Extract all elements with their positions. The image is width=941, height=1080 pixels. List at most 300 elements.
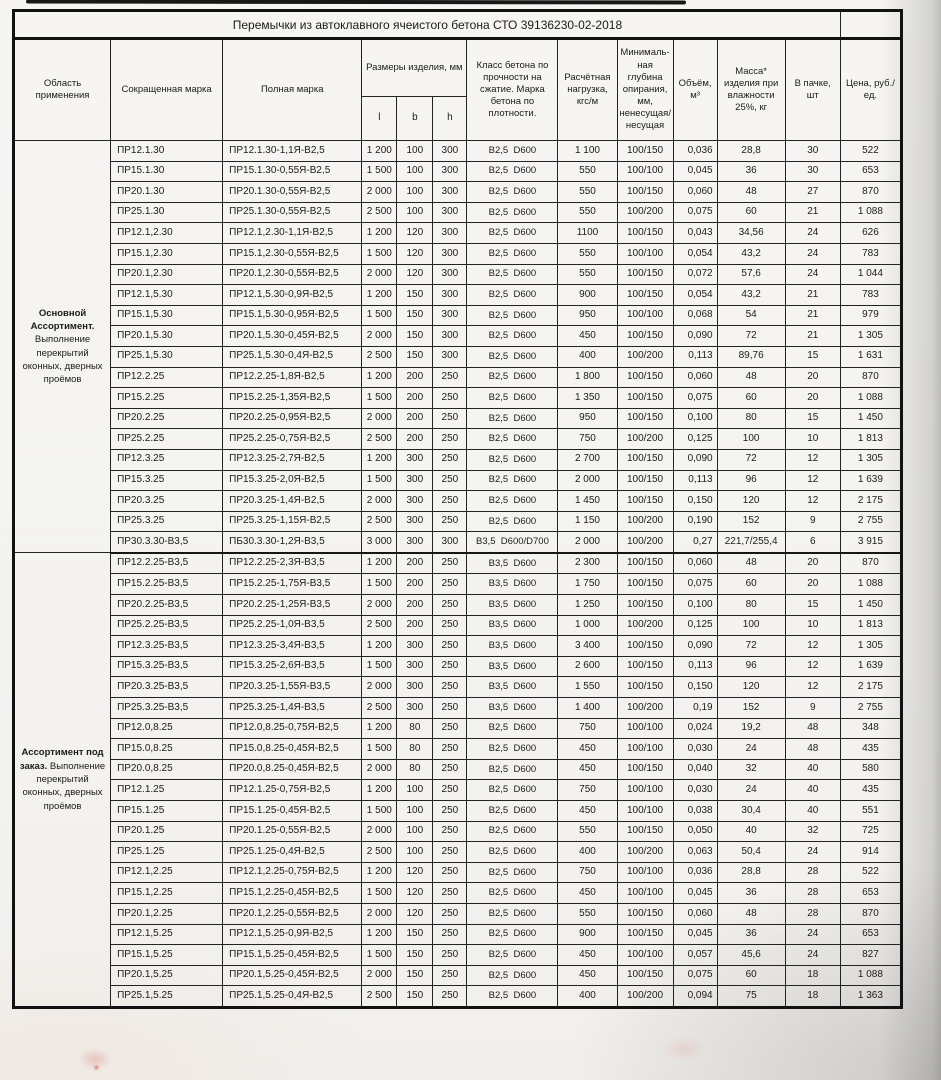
cell-price: 1 305	[840, 326, 901, 347]
cell-price: 2 175	[840, 677, 901, 698]
cell-short-mark: ПР15.3.25-В3,5	[111, 656, 223, 677]
cell-dim-b: 80	[397, 759, 433, 780]
cell-dim-l: 2 000	[362, 903, 397, 924]
cell-concrete-class: В2,5 D600	[467, 429, 558, 450]
cell-full-mark: ПР15.1.25-0,45Я-В2,5	[223, 801, 362, 822]
cell-pack-qty: 24	[785, 243, 840, 264]
cell-dim-l: 1 200	[362, 718, 397, 739]
cell-dim-b: 120	[397, 883, 433, 904]
cell-short-mark: ПР20.1.25	[111, 821, 223, 842]
cell-dim-b: 100	[397, 161, 433, 182]
col-header-dim-l: l	[362, 97, 397, 141]
cell-pack-qty: 24	[785, 264, 840, 285]
cell-short-mark: ПР20.2.25-В3,5	[111, 595, 223, 616]
cell-design-load: 1 450	[558, 491, 617, 512]
table-row	[14, 656, 902, 677]
cell-dim-b: 120	[397, 264, 433, 285]
cell-volume: 0,038	[673, 801, 717, 822]
cell-dim-h: 300	[433, 182, 467, 203]
cell-design-load: 2 700	[558, 449, 617, 470]
cell-dim-h: 300	[433, 243, 467, 264]
col-header-dim-b: b	[397, 97, 433, 141]
table-row	[14, 615, 902, 636]
cell-full-mark: ПР25.2.25-0,75Я-В2,5	[223, 429, 362, 450]
cell-support-depth: 100/200	[617, 698, 673, 719]
cell-support-depth: 100/200	[617, 202, 673, 223]
cell-design-load: 2 000	[558, 470, 617, 491]
cell-design-load: 1 350	[558, 388, 617, 409]
cell-pack-qty: 30	[785, 141, 840, 162]
cell-volume: 0,125	[673, 615, 717, 636]
header-row	[14, 39, 902, 97]
cell-dim-b: 150	[397, 346, 433, 367]
cell-dim-l: 2 000	[362, 408, 397, 429]
cell-support-depth: 100/150	[617, 656, 673, 677]
cell-price: 1 450	[840, 408, 901, 429]
cell-short-mark: ПР12.1,2.25	[111, 862, 223, 883]
cell-price: 2 755	[840, 698, 901, 719]
cell-support-depth: 100/200	[617, 842, 673, 863]
cell-dim-b: 200	[397, 574, 433, 595]
cell-volume: 0,090	[673, 449, 717, 470]
cell-dim-b: 100	[397, 780, 433, 801]
cell-full-mark: ПР25.1.30-0,55Я-В2,5	[223, 202, 362, 223]
col-header-support-depth: Минималь-ная глубина опирания, мм, ненесущая/ несущая	[617, 39, 673, 141]
cell-dim-h: 300	[433, 161, 467, 182]
cell-pack-qty: 18	[785, 965, 840, 986]
cell-mass: 80	[717, 595, 785, 616]
scan-smudge	[78, 1048, 112, 1070]
cell-dim-h: 250	[433, 636, 467, 657]
cell-pack-qty: 10	[785, 615, 840, 636]
cell-dim-l: 1 200	[362, 780, 397, 801]
cell-mass: 30,4	[717, 801, 785, 822]
cell-mass: 100	[717, 615, 785, 636]
cell-support-depth: 100/150	[617, 223, 673, 244]
table-row	[14, 718, 902, 739]
cell-price: 1 044	[840, 264, 901, 285]
cell-short-mark: ПР12.1.25	[111, 780, 223, 801]
cell-price: 435	[840, 739, 901, 760]
cell-support-depth: 100/100	[617, 718, 673, 739]
table-row	[14, 346, 902, 367]
cell-volume: 0,045	[673, 883, 717, 904]
cell-support-depth: 100/150	[617, 470, 673, 491]
cell-support-depth: 100/150	[617, 574, 673, 595]
cell-mass: 96	[717, 470, 785, 491]
cell-price: 2 755	[840, 511, 901, 532]
cell-concrete-class: В2,5 D600	[467, 264, 558, 285]
cell-dim-l: 1 200	[362, 223, 397, 244]
cell-design-load: 450	[558, 883, 617, 904]
cell-dim-h: 250	[433, 511, 467, 532]
cell-price: 435	[840, 780, 901, 801]
cell-concrete-class: В2,5 D600	[467, 141, 558, 162]
cell-support-depth: 100/200	[617, 532, 673, 553]
cell-support-depth: 100/150	[617, 903, 673, 924]
table-row	[14, 821, 902, 842]
cell-dim-l: 1 500	[362, 574, 397, 595]
cell-concrete-class: В2,5 D600	[467, 718, 558, 739]
cell-volume: 0,036	[673, 862, 717, 883]
cell-full-mark: ПР20.1,5.30-0,45Я-В2,5	[223, 326, 362, 347]
cell-full-mark: ПР20.3.25-1,4Я-В2,5	[223, 491, 362, 512]
cell-dim-b: 100	[397, 842, 433, 863]
table-row	[14, 511, 902, 532]
cell-volume: 0,113	[673, 656, 717, 677]
cell-price: 783	[840, 243, 901, 264]
cell-pack-qty: 18	[785, 986, 840, 1008]
cell-dim-h: 250	[433, 924, 467, 945]
cell-dim-b: 120	[397, 223, 433, 244]
cell-design-load: 1100	[558, 223, 617, 244]
cell-dim-h: 300	[433, 223, 467, 244]
cell-dim-l: 1 500	[362, 305, 397, 326]
cell-dim-b: 80	[397, 739, 433, 760]
cell-price: 1 305	[840, 449, 901, 470]
table-row	[14, 924, 902, 945]
cell-concrete-class: В2,5 D600	[467, 305, 558, 326]
cell-dim-h: 250	[433, 739, 467, 760]
col-header-concrete-class: Класс бетона по прочности на сжатие. Марка бетона по плотности.	[467, 39, 558, 141]
cell-dim-h: 250	[433, 429, 467, 450]
table-row	[14, 553, 902, 574]
cell-full-mark: ПР25.3.25-1,4Я-В3,5	[223, 698, 362, 719]
cell-dim-b: 200	[397, 595, 433, 616]
cell-dim-h: 250	[433, 388, 467, 409]
cell-pack-qty: 12	[785, 656, 840, 677]
cell-pack-qty: 32	[785, 821, 840, 842]
cell-design-load: 3 400	[558, 636, 617, 657]
cell-dim-b: 150	[397, 945, 433, 966]
cell-dim-l: 3 000	[362, 532, 397, 553]
cell-support-depth: 100/150	[617, 821, 673, 842]
cell-design-load: 550	[558, 161, 617, 182]
cell-price: 870	[840, 903, 901, 924]
cell-pack-qty: 28	[785, 903, 840, 924]
cell-full-mark: ПР12.1,5.30-0,9Я-В2,5	[223, 285, 362, 306]
cell-mass: 34,56	[717, 223, 785, 244]
cell-pack-qty: 21	[785, 202, 840, 223]
cell-price: 580	[840, 759, 901, 780]
table-row	[14, 161, 902, 182]
cell-full-mark: ПР12.1.25-0,75Я-В2,5	[223, 780, 362, 801]
cell-support-depth: 100/200	[617, 986, 673, 1008]
cell-volume: 0,075	[673, 965, 717, 986]
cell-dim-l: 2 500	[362, 511, 397, 532]
cell-design-load: 2 000	[558, 532, 617, 553]
cell-design-load: 550	[558, 903, 617, 924]
cell-full-mark: ПР12.2.25-1,8Я-В2,5	[223, 367, 362, 388]
cell-dim-l: 1 500	[362, 656, 397, 677]
table-row	[14, 574, 902, 595]
cell-support-depth: 100/100	[617, 862, 673, 883]
cell-full-mark: ПР25.1,5.30-0,4Я-В2,5	[223, 346, 362, 367]
cell-dim-h: 250	[433, 718, 467, 739]
cell-price: 1 813	[840, 429, 901, 450]
cell-pack-qty: 24	[785, 924, 840, 945]
table-row	[14, 883, 902, 904]
cell-concrete-class: В2,5 D600	[467, 449, 558, 470]
cell-short-mark: ПР12.1,5.30	[111, 285, 223, 306]
table-row	[14, 367, 902, 388]
cell-dim-b: 120	[397, 903, 433, 924]
cell-price: 1 305	[840, 636, 901, 657]
table-row	[14, 759, 902, 780]
cell-dim-l: 1 200	[362, 924, 397, 945]
cell-pack-qty: 12	[785, 449, 840, 470]
cell-short-mark: ПР12.3.25	[111, 449, 223, 470]
cell-concrete-class: В2,5 D600	[467, 903, 558, 924]
cell-support-depth: 100/100	[617, 305, 673, 326]
cell-volume: 0,030	[673, 780, 717, 801]
cell-short-mark: ПР25.2.25	[111, 429, 223, 450]
cell-support-depth: 100/200	[617, 615, 673, 636]
cell-volume: 0,190	[673, 511, 717, 532]
cell-price: 914	[840, 842, 901, 863]
cell-price: 827	[840, 945, 901, 966]
cell-short-mark: ПР20.3.25-В3,5	[111, 677, 223, 698]
cell-dim-h: 250	[433, 945, 467, 966]
cell-dim-b: 300	[397, 491, 433, 512]
cell-full-mark: ПР15.1,2.25-0,45Я-В2,5	[223, 883, 362, 904]
cell-support-depth: 100/150	[617, 595, 673, 616]
cell-mass: 28,8	[717, 141, 785, 162]
cell-design-load: 400	[558, 986, 617, 1008]
cell-support-depth: 100/150	[617, 326, 673, 347]
cell-pack-qty: 40	[785, 780, 840, 801]
scan-artifact-line	[26, 0, 686, 4]
cell-design-load: 450	[558, 801, 617, 822]
lintel-price-table	[12, 9, 903, 1009]
cell-mass: 36	[717, 924, 785, 945]
cell-short-mark: ПР20.3.25	[111, 491, 223, 512]
cell-short-mark: ПР20.1,5.30	[111, 326, 223, 347]
cell-dim-l: 2 500	[362, 346, 397, 367]
cell-concrete-class: В2,5 D600	[467, 408, 558, 429]
cell-full-mark: ПР12.0,8.25-0,75Я-В2,5	[223, 718, 362, 739]
cell-dim-b: 100	[397, 801, 433, 822]
col-header-mass: Масса* изделия при влажности 25%, кг	[717, 39, 785, 141]
cell-concrete-class: В2,5 D600	[467, 759, 558, 780]
cell-concrete-class: В3,5 D600/D700	[467, 532, 558, 553]
cell-dim-b: 150	[397, 986, 433, 1008]
cell-volume: 0,063	[673, 842, 717, 863]
cell-volume: 0,057	[673, 945, 717, 966]
cell-short-mark: ПР15.1,5.25	[111, 945, 223, 966]
cell-support-depth: 100/100	[617, 883, 673, 904]
cell-full-mark: ПР15.1,5.30-0,95Я-В2,5	[223, 305, 362, 326]
cell-price: 1 631	[840, 346, 901, 367]
cell-volume: 0,125	[673, 429, 717, 450]
cell-concrete-class: В3,5 D600	[467, 553, 558, 574]
cell-design-load: 1 000	[558, 615, 617, 636]
cell-dim-h: 250	[433, 862, 467, 883]
cell-mass: 48	[717, 367, 785, 388]
cell-mass: 60	[717, 202, 785, 223]
cell-mass: 72	[717, 449, 785, 470]
cell-design-load: 900	[558, 924, 617, 945]
cell-support-depth: 100/150	[617, 367, 673, 388]
cell-dim-h: 300	[433, 264, 467, 285]
cell-pack-qty: 21	[785, 285, 840, 306]
cell-design-load: 1 800	[558, 367, 617, 388]
cell-mass: 100	[717, 429, 785, 450]
cell-concrete-class: В3,5 D600	[467, 574, 558, 595]
cell-short-mark: ПР20.1,5.25	[111, 965, 223, 986]
table-row	[14, 698, 902, 719]
cell-short-mark: ПР20.1,2.25	[111, 903, 223, 924]
cell-mass: 60	[717, 965, 785, 986]
cell-pack-qty: 12	[785, 636, 840, 657]
cell-volume: 0,068	[673, 305, 717, 326]
cell-volume: 0,27	[673, 532, 717, 553]
cell-short-mark: ПР15.0,8.25	[111, 739, 223, 760]
table-row	[14, 285, 902, 306]
cell-concrete-class: В2,5 D600	[467, 202, 558, 223]
cell-short-mark: ПР12.3.25-В3,5	[111, 636, 223, 657]
cell-volume: 0,060	[673, 182, 717, 203]
cell-pack-qty: 24	[785, 223, 840, 244]
cell-short-mark: ПР15.2.25-В3,5	[111, 574, 223, 595]
cell-volume: 0,113	[673, 470, 717, 491]
col-header-price: Цена, руб./ед.	[840, 39, 901, 141]
cell-dim-b: 100	[397, 821, 433, 842]
cell-dim-l: 1 500	[362, 801, 397, 822]
cell-dim-h: 250	[433, 491, 467, 512]
cell-dim-l: 2 500	[362, 986, 397, 1008]
cell-full-mark: ПР15.3.25-2,6Я-В3,5	[223, 656, 362, 677]
cell-full-mark: ПР25.3.25-1,15Я-В2,5	[223, 511, 362, 532]
cell-design-load: 450	[558, 739, 617, 760]
cell-mass: 32	[717, 759, 785, 780]
cell-mass: 36	[717, 161, 785, 182]
cell-concrete-class: В2,5 D600	[467, 243, 558, 264]
cell-full-mark: ПР20.1.30-0,55Я-В2,5	[223, 182, 362, 203]
cell-concrete-class: В2,5 D600	[467, 223, 558, 244]
col-header-volume: Объём, м³	[673, 39, 717, 141]
section-area-label: Основной Ассортимент. Выполнение перекрытий оконных, дверных проёмов	[14, 141, 111, 553]
table-row	[14, 780, 902, 801]
cell-short-mark: ПР12.1.30	[111, 141, 223, 162]
cell-pack-qty: 28	[785, 862, 840, 883]
cell-dim-b: 100	[397, 202, 433, 223]
cell-pack-qty: 15	[785, 346, 840, 367]
cell-dim-l: 2 000	[362, 182, 397, 203]
table-row	[14, 408, 902, 429]
cell-price: 522	[840, 862, 901, 883]
cell-full-mark: ПР20.3.25-1,55Я-В3,5	[223, 677, 362, 698]
cell-short-mark: ПР25.1.30	[111, 202, 223, 223]
cell-dim-b: 300	[397, 636, 433, 657]
cell-dim-b: 300	[397, 656, 433, 677]
cell-dim-l: 1 200	[362, 449, 397, 470]
cell-dim-l: 1 500	[362, 945, 397, 966]
cell-full-mark: ПР12.3.25-3,4Я-В3,5	[223, 636, 362, 657]
cell-dim-l: 2 000	[362, 759, 397, 780]
table-row	[14, 449, 902, 470]
cell-volume: 0,075	[673, 388, 717, 409]
cell-concrete-class: В2,5 D600	[467, 388, 558, 409]
cell-volume: 0,075	[673, 574, 717, 595]
cell-price: 626	[840, 223, 901, 244]
cell-concrete-class: В3,5 D600	[467, 595, 558, 616]
cell-support-depth: 100/200	[617, 511, 673, 532]
cell-support-depth: 100/150	[617, 182, 673, 203]
cell-volume: 0,045	[673, 161, 717, 182]
cell-price: 1 088	[840, 388, 901, 409]
cell-design-load: 1 150	[558, 511, 617, 532]
cell-concrete-class: В2,5 D600	[467, 367, 558, 388]
cell-dim-h: 250	[433, 965, 467, 986]
cell-mass: 72	[717, 326, 785, 347]
cell-dim-l: 1 500	[362, 388, 397, 409]
cell-concrete-class: В2,5 D600	[467, 182, 558, 203]
cell-short-mark: ПР15.1.25	[111, 801, 223, 822]
cell-support-depth: 100/150	[617, 408, 673, 429]
cell-design-load: 950	[558, 408, 617, 429]
cell-dim-h: 250	[433, 883, 467, 904]
cell-dim-h: 250	[433, 656, 467, 677]
cell-volume: 0,150	[673, 677, 717, 698]
cell-dim-h: 250	[433, 553, 467, 574]
table-row	[14, 801, 902, 822]
cell-design-load: 2 600	[558, 656, 617, 677]
cell-pack-qty: 28	[785, 883, 840, 904]
cell-dim-b: 200	[397, 553, 433, 574]
col-header-short-mark: Сокращенная марка	[111, 39, 223, 141]
cell-volume: 0,024	[673, 718, 717, 739]
cell-design-load: 550	[558, 243, 617, 264]
cell-volume: 0,090	[673, 636, 717, 657]
cell-mass: 54	[717, 305, 785, 326]
cell-dim-h: 250	[433, 470, 467, 491]
cell-dim-l: 1 200	[362, 636, 397, 657]
cell-volume: 0,036	[673, 141, 717, 162]
cell-support-depth: 100/150	[617, 759, 673, 780]
cell-dim-l: 2 500	[362, 842, 397, 863]
cell-short-mark: ПР30.3.30-В3,5	[111, 532, 223, 553]
cell-mass: 43,2	[717, 285, 785, 306]
cell-concrete-class: В2,5 D600	[467, 945, 558, 966]
cell-concrete-class: В2,5 D600	[467, 326, 558, 347]
cell-dim-b: 150	[397, 285, 433, 306]
cell-price: 348	[840, 718, 901, 739]
cell-design-load: 750	[558, 718, 617, 739]
cell-volume: 0,090	[673, 326, 717, 347]
cell-mass: 24	[717, 739, 785, 760]
cell-design-load: 750	[558, 429, 617, 450]
cell-dim-l: 1 200	[362, 862, 397, 883]
table-row	[14, 595, 902, 616]
cell-dim-l: 2 500	[362, 615, 397, 636]
cell-pack-qty: 21	[785, 305, 840, 326]
cell-dim-l: 1 500	[362, 243, 397, 264]
cell-full-mark: ПР20.2.25-0,95Я-В2,5	[223, 408, 362, 429]
cell-support-depth: 100/150	[617, 924, 673, 945]
cell-design-load: 750	[558, 862, 617, 883]
cell-concrete-class: В2,5 D600	[467, 285, 558, 306]
cell-dim-l: 2 000	[362, 491, 397, 512]
cell-price: 979	[840, 305, 901, 326]
cell-full-mark: ПР20.0,8.25-0,45Я-В2,5	[223, 759, 362, 780]
cell-full-mark: ПБ30.3.30-1,2Я-В3,5	[223, 532, 362, 553]
cell-dim-h: 250	[433, 903, 467, 924]
cell-dim-h: 300	[433, 141, 467, 162]
cell-design-load: 1 100	[558, 141, 617, 162]
cell-design-load: 450	[558, 326, 617, 347]
cell-concrete-class: В2,5 D600	[467, 739, 558, 760]
